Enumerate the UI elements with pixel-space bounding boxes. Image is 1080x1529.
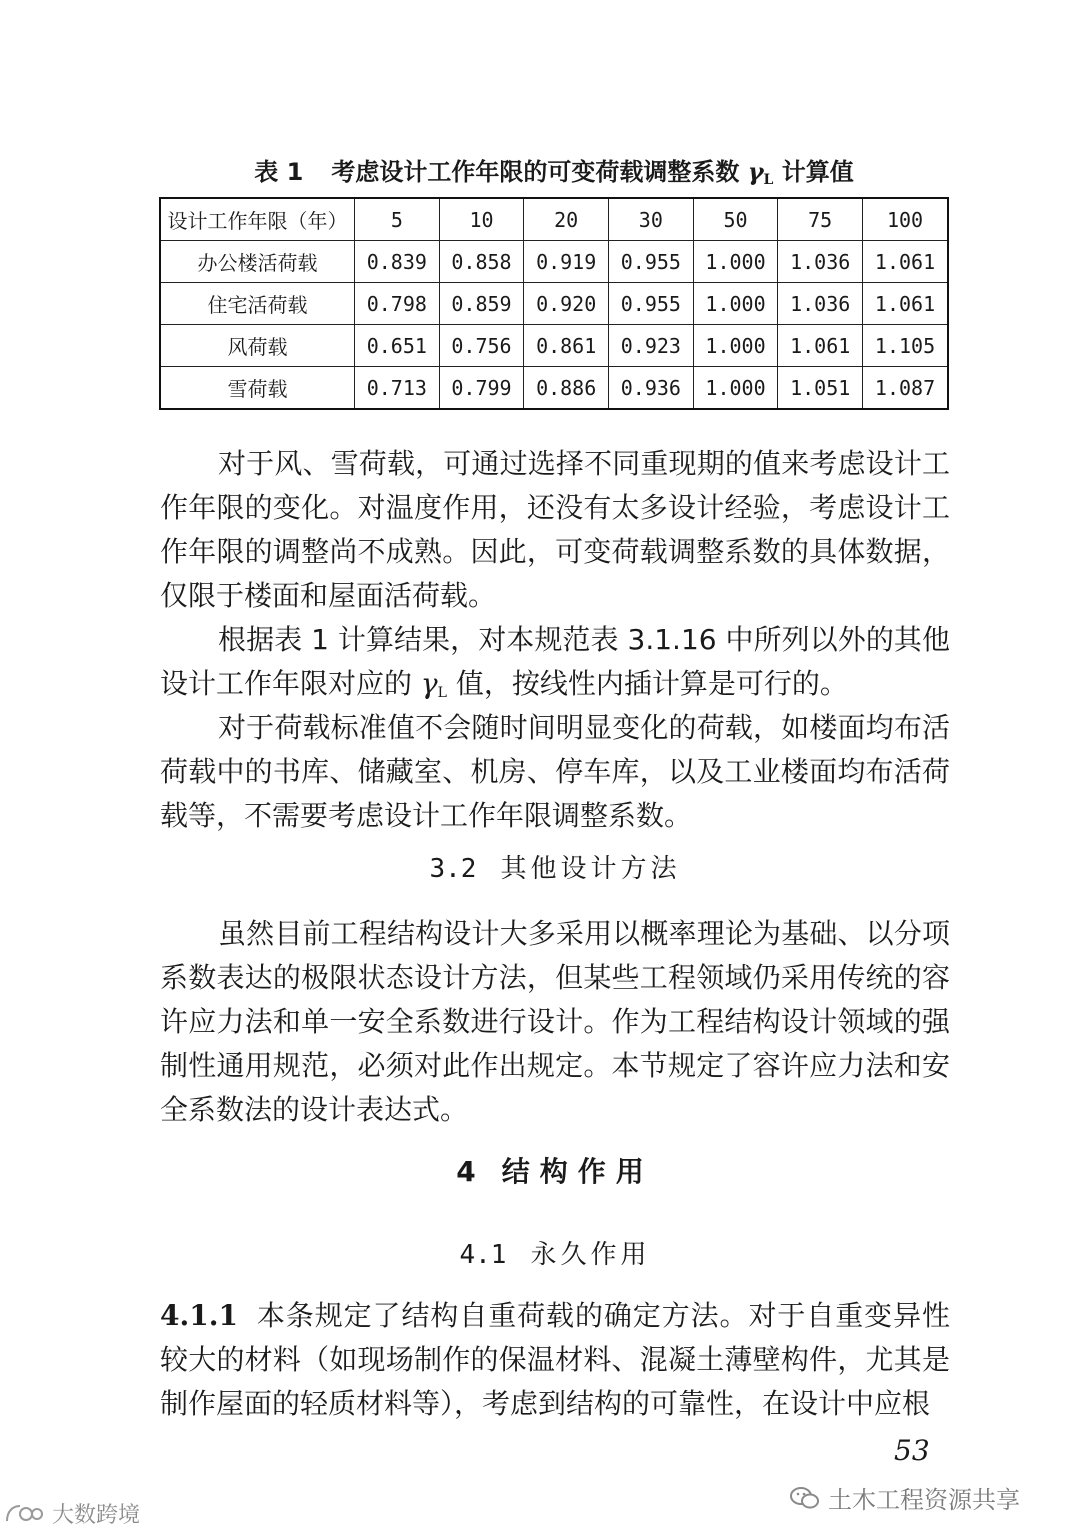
header-cell: 50 — [693, 198, 778, 241]
wechat-icon — [790, 1486, 820, 1510]
brand-logo-icon — [4, 1503, 44, 1525]
adjustment-factor-table — [159, 197, 949, 410]
table-cell: 1.061 — [863, 283, 948, 325]
table-cell: 1.000 — [693, 367, 778, 410]
section-heading-3-2: 3.2 其他设计方法 — [429, 854, 681, 884]
table-cell: 0.756 — [439, 325, 524, 367]
table-row — [160, 325, 948, 367]
header-cell: 75 — [778, 198, 863, 241]
table-cell: 1.000 — [693, 325, 778, 367]
table-cell: 1.061 — [863, 241, 948, 283]
header-cell: 5 — [355, 198, 440, 241]
watermark-right: 土木工程资源共享 — [790, 1480, 1020, 1515]
table-cell: 0.798 — [355, 283, 440, 325]
table-cell: 0.936 — [609, 367, 694, 410]
page-number: 53 — [894, 1434, 930, 1467]
paragraph-no-adjustment: 对于荷载标准值不会随时间明显变化的荷载，如楼面均布活荷载中的书库、储藏室、机房、停车库，以及工业楼面均布活荷载等，不需要考虑设计工作年限调整系数。 — [160, 711, 950, 832]
paragraph-other-methods: 虽然目前工程结构设计大多采用以概率理论为基础、以分项系数表达的极限状态设计方法，但某些工程领域仍采用传统的容许应力法和单一安全系数进行设计。作为工程结构设计领域的强制性通用规范，必须对此作出规定。本节规定了容许应力法和安全系数法的设计表达式。 — [160, 917, 950, 1126]
header-cell: 10 — [439, 198, 524, 241]
row-label: 办公楼活荷载 — [160, 241, 355, 283]
table-cell: 1.000 — [693, 283, 778, 325]
row-label: 雪荷载 — [160, 367, 355, 410]
row-label: 风荷载 — [160, 325, 355, 367]
table-row — [160, 241, 948, 283]
table-cell: 0.955 — [609, 283, 694, 325]
paragraph-interpolation: 根据表 1 计算结果，对本规范表 3.1.16 中所列以外的其他设计工作年限对应的 $\gamma_L$ 值，按线性内插计算是可行的。 — [160, 623, 950, 701]
table-cell: 0.713 — [355, 367, 440, 410]
table-cell: 1.061 — [778, 325, 863, 367]
table-cell: 0.799 — [439, 367, 524, 410]
table-cell: 1.036 — [778, 283, 863, 325]
header-cell: 30 — [609, 198, 694, 241]
clause-number: 4.1.1 — [160, 1299, 238, 1332]
paragraph-wind-snow: 对于风、雪荷载，可通过选择不同重现期的值来考虑设计工作年限的变化。对温度作用，还没有太多设计经验，考虑设计工作年限的调整尚不成熟。因此，可变荷载调整系数的具体数据，仅限于楼面和屋面活荷载。 — [160, 447, 950, 612]
table-cell: 0.859 — [439, 283, 524, 325]
table-cell: 1.087 — [863, 367, 948, 410]
table-cell: 0.923 — [609, 325, 694, 367]
table-cell: 0.651 — [355, 325, 440, 367]
table-cell: 0.886 — [524, 367, 609, 410]
table-cell: 0.839 — [355, 241, 440, 283]
gamma-symbol: $\gamma_L$ — [747, 157, 774, 188]
table-cell: 0.919 — [524, 241, 609, 283]
watermark-left: 大数跨境 — [4, 1498, 140, 1529]
table-cell: 1.105 — [863, 325, 948, 367]
table-cell: 1.036 — [778, 241, 863, 283]
table-cell: 1.000 — [693, 241, 778, 283]
table-caption-suffix: 计算值 — [781, 158, 854, 186]
table-row — [160, 367, 948, 410]
table-cell: 0.920 — [524, 283, 609, 325]
table-caption-text: 考虑设计工作年限的可变荷载调整系数 — [331, 158, 740, 186]
chapter-heading-4: 4 结构作用 — [456, 1155, 654, 1188]
paragraph-clause-4-1-1: 4.1.1 本条规定了结构自重荷载的确定方法。对于自重变异性较大的材料（如现场制作的保温材料、混凝土薄壁构件，尤其是制作屋面的轻质材料等），考虑到结构的可靠性，在设计中应根 — [160, 1299, 950, 1420]
table-caption-label: 表 1 — [254, 158, 304, 186]
table-row — [160, 283, 948, 325]
table-header-row — [160, 198, 948, 241]
table-caption — [160, 152, 948, 188]
section-heading-4-1: 4.1 永久作用 — [459, 1240, 651, 1270]
header-cell: 100 — [863, 198, 948, 241]
table-cell: 0.858 — [439, 241, 524, 283]
table-cell: 0.861 — [524, 325, 609, 367]
table-cell: 0.955 — [609, 241, 694, 283]
header-cell: 设计工作年限（年） — [160, 198, 355, 241]
row-label: 住宅活荷载 — [160, 283, 355, 325]
gamma-symbol: $\gamma_L$ — [420, 667, 447, 701]
table-cell: 1.051 — [778, 367, 863, 410]
header-cell: 20 — [524, 198, 609, 241]
